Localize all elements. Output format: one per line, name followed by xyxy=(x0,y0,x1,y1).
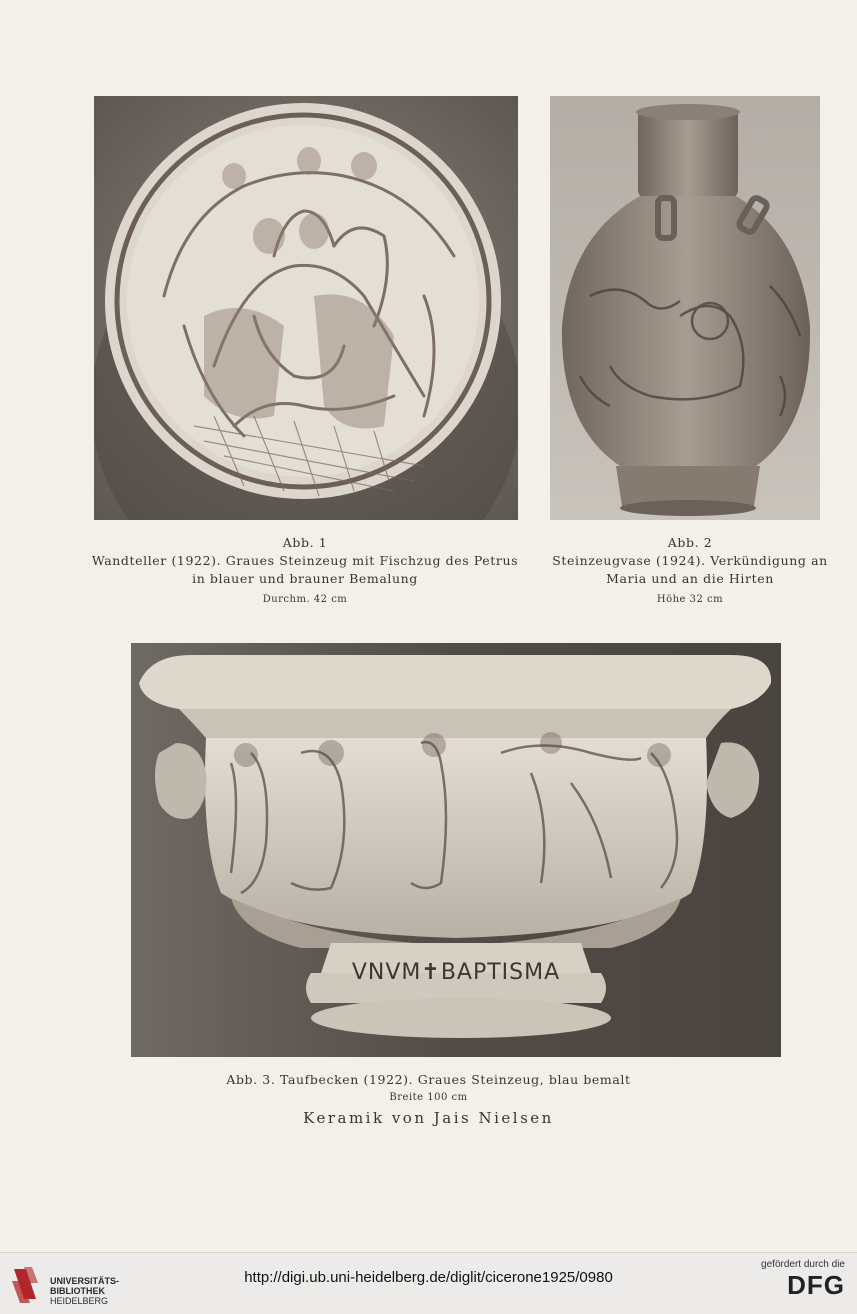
figure-3-dimension: Breite 100 cm xyxy=(389,1092,468,1103)
figure-2-dimension: Höhe 32 cm xyxy=(656,594,724,605)
plate-photo xyxy=(94,96,518,520)
caption-figure-1 xyxy=(60,534,550,609)
permalink-url[interactable]: http://digi.ub.uni-heidelberg.de/diglit/cicerone1925/0980 xyxy=(244,1269,613,1286)
library-name-line2: BIBLIOTHEK xyxy=(50,1286,105,1296)
font-image xyxy=(131,643,781,1057)
caption-figure-2 xyxy=(540,534,840,609)
figure-1-caption-line1: Wandteller (1922). Graues Steinzeug mit Fischzug des Petrus xyxy=(91,553,519,568)
plate-image xyxy=(94,96,518,520)
figure-1-dimension: Durchm. 42 cm xyxy=(262,594,348,605)
font-inscription: VNVM✝BAPTISMA xyxy=(351,960,561,985)
funding-note: gefördert durch die xyxy=(761,1259,845,1270)
library-name-line3: HEIDELBERG xyxy=(50,1296,109,1306)
figure-1-label: Abb. 1 xyxy=(282,535,328,550)
caption-figure-3 xyxy=(0,1071,857,1107)
figure-3-caption: Abb. 3. Taufbecken (1922). Graues Steinzeug, blau bemalt xyxy=(226,1072,631,1087)
figure-2-caption-line2: Maria und an die Hirten xyxy=(606,571,774,586)
dfg-logo: DFG xyxy=(787,1270,845,1300)
library-name-line1: UNIVERSITÄTS- xyxy=(50,1276,120,1286)
funding-logo[interactable] xyxy=(735,1259,845,1300)
vase-image xyxy=(550,96,820,520)
figure-2-caption-line1: Steinzeugvase (1924). Verkündigung an xyxy=(552,553,828,568)
figure-1-caption-line2: in blauer und brauner Bemalung xyxy=(192,571,418,586)
vase-photo xyxy=(550,96,820,520)
page-title: Keramik von Jais Nielsen xyxy=(303,1109,554,1127)
font-photo xyxy=(131,643,781,1057)
viewer-footer xyxy=(0,1252,857,1314)
figure-2-label: Abb. 2 xyxy=(667,535,713,550)
